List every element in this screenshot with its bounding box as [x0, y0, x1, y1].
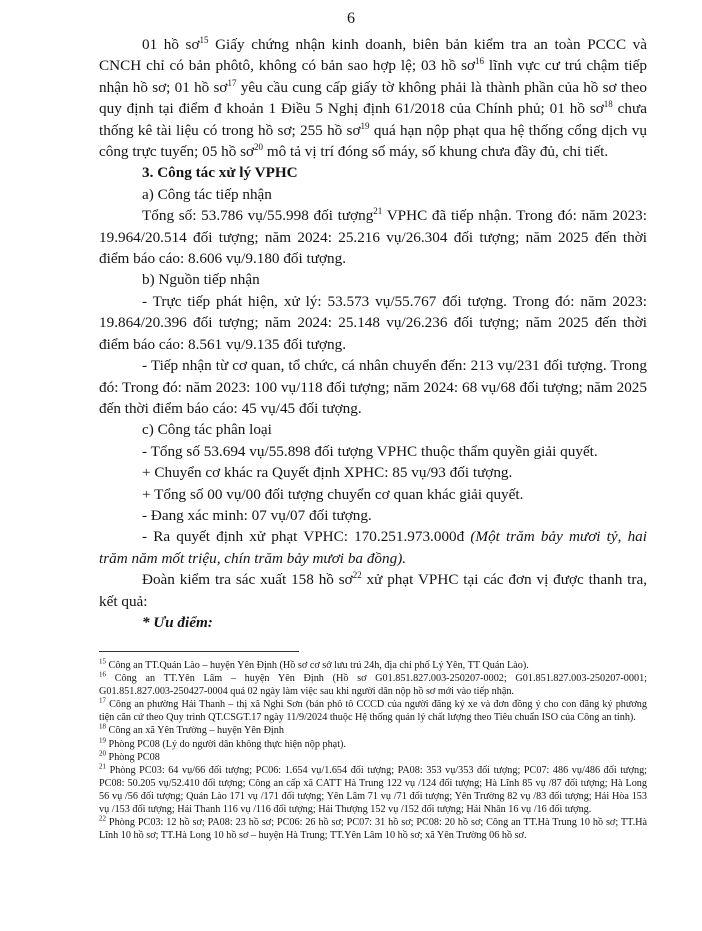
- footnote-text: Phòng PC03: 64 vụ/66 đối tượng; PC06: 1.654 vụ/1.654 đối tượng; PA08: 353 vụ/353 đối tượng; PC07: 486 vụ/486 đối tượng; PC08: 50.205 vụ/52.410 đối tượng; Công an cấp xã CATT Hà Trung 122 vụ /124 đối tượng; Hà Lĩnh 85 vụ /87 đối tượng; Hà Long 56 vụ /56 đối tượng; Quán Lào 171 vụ /171 đối tượng; Yên Lâm 71 vụ /71 đối tượng; Yên Trường 82 vụ /83 đối tượng; Hải Hòa 153 vụ /153 đối tượng; Hải Thanh 116 vụ /116 đối tượng; Hải Thượng 152 vụ /152 đối tượng; Hải Nhân 16 vụ /16 đối tượng.: [99, 764, 647, 816]
- amount-in-words: (Một trăm bảy mươi tỷ, hai trăm năm mốt triệu, chín trăm bảy mươi ba đồng).: [99, 528, 647, 567]
- paragraph-inspection: [99, 569, 647, 612]
- advantages-heading: [99, 612, 647, 633]
- footnote-ref-16: 16: [475, 56, 485, 67]
- footnote-number: 18: [99, 723, 106, 732]
- footnote-22: [99, 816, 647, 842]
- text-run: Giấy chứng nhận kinh doanh, biên bản kiểm tra an toàn PCCC và CNCH chỉ có bản phôtô, không có bản sao hợp lệ; 03 hồ sơ: [99, 36, 647, 75]
- footnote-text: Phòng PC03: 12 hồ sơ; PA08: 23 hồ sơ; PC06: 26 hồ sơ; PC07: 31 hồ sơ; PC08: 20 hồ sơ; Công an TT.Hà Trung 10 hồ sơ; TT.Hà Lĩnh 10 hồ sơ; TT.Hà Long 10 hồ sơ – huyện Hà Trung; TT.Yên Lâm 10 hồ sơ; xã Yên Trường 06 hồ sơ.: [99, 817, 647, 842]
- footnote-number: 15: [99, 657, 106, 666]
- footnote-16: [99, 672, 647, 698]
- footnote-19: [99, 738, 647, 751]
- footnote-number: 20: [99, 749, 106, 758]
- footnote-text: Phòng PC08 (Lý do người dân không thực hiện nộp phạt).: [106, 738, 346, 750]
- footnote-number: 22: [99, 814, 106, 823]
- footnote-ref-22: 22: [352, 570, 362, 581]
- text-run: Tổng số: 53.786 vụ/55.998 đối tượng: [142, 207, 374, 225]
- paragraph-c3: + Tổng số 00 vụ/00 đối tượng chuyển cơ quan khác giải quyết.: [142, 485, 524, 503]
- text-run: 01 hồ sơ: [142, 36, 200, 53]
- footnote-text: Công an phường Hải Thanh – thị xã Nghi Sơn (bản phô tô CCCD của người đăng ký xe và đơn đồng ý cho con đăng ký phương tiện căn cứ theo Quy trình QT.CSGT.17 ngày 11/9/2024 thuộc Hệ thống quản lý chất lượng theo Tiêu chuẩn ISO của Công an tỉnh).: [99, 699, 647, 724]
- text-run: chưa thống kê tài liệu có trong hồ sơ; 255 hồ sơ: [99, 100, 647, 139]
- advantages-label: * Ưu điểm:: [142, 613, 213, 631]
- text-run: Đoàn kiểm tra sác xuất 158 hồ sơ: [142, 571, 353, 589]
- footnote-number: 21: [99, 762, 106, 771]
- footnote-18: [99, 724, 647, 737]
- paragraph-c5: [99, 526, 647, 569]
- section-heading: 3. Công tác xử lý VPHC: [142, 164, 298, 182]
- main-body: [99, 34, 647, 633]
- footnote-20: [99, 751, 647, 764]
- paragraph-a: [99, 205, 647, 269]
- footnote-number: 19: [99, 736, 106, 745]
- footnote-separator: [99, 651, 299, 652]
- subheading-c: c) Công tác phân loại: [142, 421, 272, 439]
- text-run: VPHC đã tiếp nhận. Trong đó: năm 2023: 19.964/20.514 đối tượng; năm 2024: 25.216 vụ/26.304 đối tượng; năm 2025 đến thời điểm báo cáo: 8.606 vụ/9.180 đối tượng.: [99, 207, 647, 268]
- page-number: 6: [347, 10, 355, 27]
- paragraph-c2: + Chuyển cơ khác ra Quyết định XPHC: 85 vụ/93 đối tượng.: [142, 464, 513, 482]
- subheading-b: b) Nguồn tiếp nhận: [142, 271, 260, 289]
- footnote-text: Phòng PC08: [106, 751, 160, 763]
- footnote-ref-19: 19: [360, 120, 370, 131]
- text-run: mô tả vị trí đóng số máy, số khung chưa đầy đủ, chi tiết.: [263, 143, 609, 161]
- paragraph-c1: - Tổng số 53.694 vụ/55.898 đối tượng VPHC thuộc thẩm quyền giải quyết.: [142, 442, 598, 460]
- footnote-ref-15: 15: [199, 34, 209, 45]
- footnote-ref-20: 20: [254, 141, 264, 152]
- footnote-number: 17: [99, 696, 106, 705]
- footnote-text: Công an TT.Yên Lâm – huyện Yên Định (Hồ sơ G01.851.827.003-250207-0002; G01.851.827.003-250207-0001; G01.851.827.003-250427-0004 quá 02 ngày làm việc sau khi người dân nộp hồ sơ mới vào tiếp nhận.: [99, 673, 647, 698]
- paragraph-b2: - Tiếp nhận từ cơ quan, tổ chức, cá nhân chuyển đến: 213 vụ/231 đối tượng. Trong đó: Trong đó: năm 2023: 100 vụ/118 đối tượng; năm 2024: 68 vụ/68 đối tượng; năm 2025 đến thời điểm báo cáo: 45 vụ/45 đối tượng.: [99, 357, 647, 417]
- footnote-17: [99, 698, 647, 724]
- text-run: quá hạn nộp phạt qua hệ thống cổng dịch vụ công trực tuyến; 05 hồ sơ: [99, 121, 647, 161]
- footnote-ref-17: 17: [227, 77, 237, 88]
- footnote-ref-21: 21: [373, 206, 383, 217]
- footnote-ref-18: 18: [603, 99, 613, 110]
- text-run: - Ra quyết định xử phạt VPHC: 170.251.973.000đ: [142, 528, 471, 546]
- footnote-21: [99, 764, 647, 816]
- text-run: yêu cầu cung cấp giấy tờ không phải là thành phần của hồ sơ theo quy định tại điểm đ khoản 1 Điều 5 Nghị định 61/2018 của Chính phủ; 01 hồ sơ: [99, 78, 647, 118]
- footnote-text: Công an TT.Quán Lào – huyện Yên Định (Hồ sơ cơ sở lưu trú 24h, địa chỉ phố Lý Yên, TT Quán Lào).: [106, 660, 529, 671]
- footnote-15: [99, 659, 647, 672]
- subheading-a: a) Công tác tiếp nhận: [142, 185, 272, 203]
- paragraph-c4: - Đang xác minh: 07 vụ/07 đối tượng.: [142, 506, 372, 524]
- text-run: xử phạt VPHC tại các đơn vị được thanh tra, kết quả:: [99, 571, 647, 610]
- text-run: lĩnh vực cư trú chậm tiếp nhận hồ sơ; 01 hồ sơ: [99, 57, 647, 96]
- paragraph-b1: - Trực tiếp phát hiện, xử lý: 53.573 vụ/55.767 đối tượng. Trong đó: năm 2023: 19.864/20.396 đối tượng; năm 2024: 25.148 vụ/26.236 đối tượng; năm 2025 đến thời điểm báo cáo: 8.561 vụ/9.135 đối tượng.: [99, 292, 647, 353]
- footnote-number: 16: [99, 670, 106, 679]
- paragraph-findings: [99, 34, 647, 162]
- footnote-text: Công an xã Yên Trường – huyện Yên Định: [106, 725, 284, 737]
- footnotes: [99, 659, 647, 842]
